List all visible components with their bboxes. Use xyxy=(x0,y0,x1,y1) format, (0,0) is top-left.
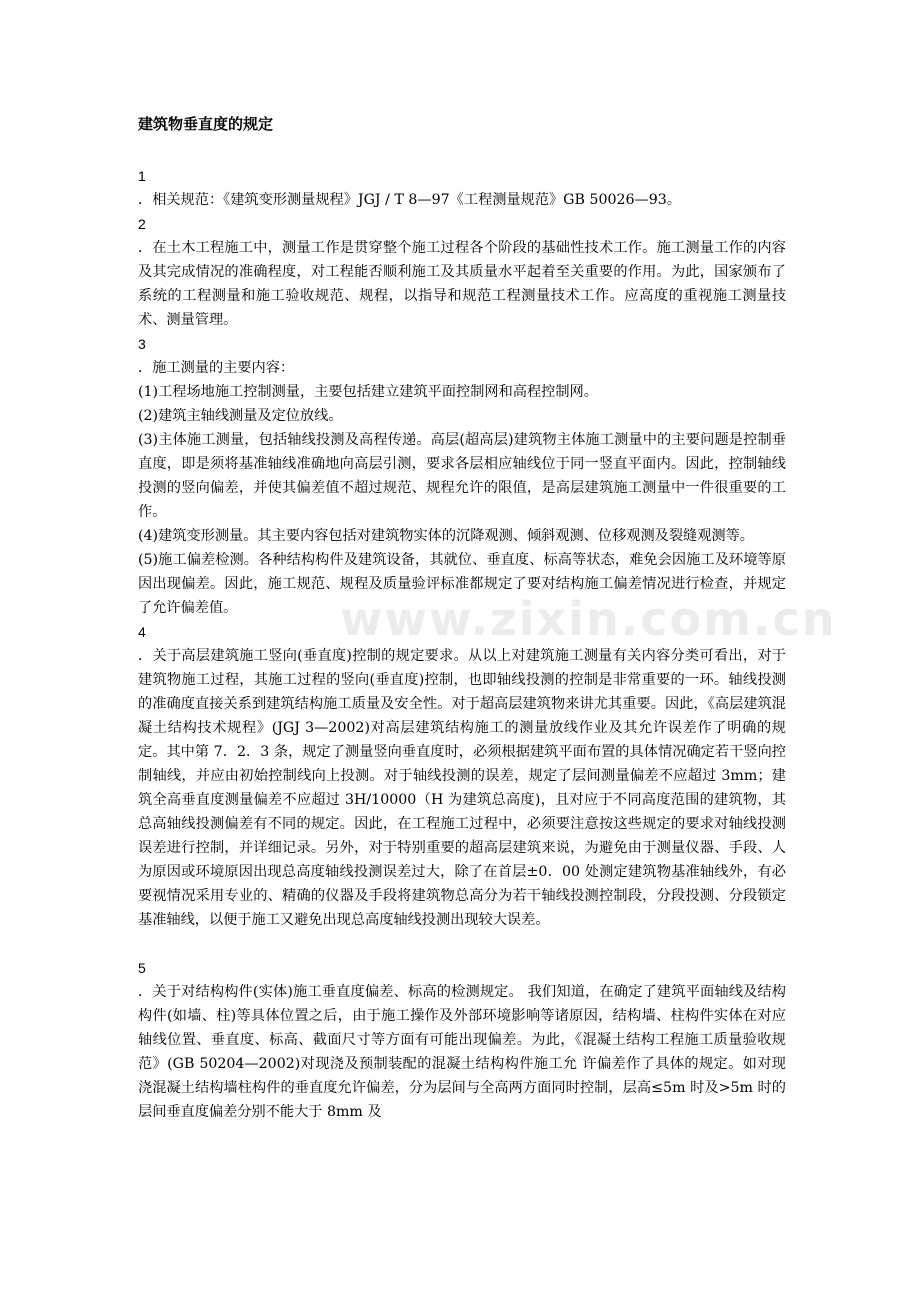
section-text: ．关于对结构构件(实体)施工垂直度偏差、标高的检测规定。 我们知道，在确定了建筑平面轴线及结构构件(如墙、柱)等具体位置之后，由于施工操作及外部环境影响等诸原因，结构墙、柱构件实体在对应轴线位置、垂直度、标高、截面尺寸等方面有可能出现偏差。为此，《混凝土结构工程施工质量验收规范》(GB 50204—2002)对现浇及预制装配的混凝土结构构件施工允 许偏差作了具体的规定。如对现浇混凝土结构墙柱构件的垂直度允许偏差，分为层间与全高两方面同时控制，层高≤5m 时及>5m 时的层间垂直度偏差分别不能大于 8mm 及 xyxy=(138,984,786,1120)
document-body xyxy=(138,112,786,1124)
section-number: 2 xyxy=(138,216,146,232)
list-item: (3)主体施工测量，包括轴线投测及高程传递。高层(超高层)建筑物主体施工测量中的主要问题是控制垂直度，即是须将基准轴线准确地向高层引测，要求各层相应轴线位于同一竖直平面内。因此，控制轴线投测的竖向偏差，并使其偏差值不超过规范、规程允许的限值，是高层建筑施工测量中一件很重要的工作。 xyxy=(138,432,786,520)
section-number: 1 xyxy=(138,168,146,184)
list-item: (4)建筑变形测量。其主要内容包括对建筑物实体的沉降观测、倾斜观测、位移观测及裂缝观测等。 xyxy=(138,528,754,544)
section-text: ．相关规范：《建筑变形测量规程》JGJ / T 8—97《工程测量规范》GB 50026—93。 xyxy=(138,192,681,208)
section-number: 3 xyxy=(138,336,146,352)
document-title: 建筑物垂直度的规定 xyxy=(138,115,274,133)
section-text: ．关于高层建筑施工竖向(垂直度)控制的规定要求。从以上对建筑施工测量有关内容分类可看出，对于建筑物施工过程，其施工过程的竖向(垂直度)控制，也即轴线投测的控制是非常重要的一环。轴线投测的准确度直接关系到建筑结构施工质量及安全性。对于超高层建筑物来讲尤其重要。因此，《高层建筑混凝土结构技术规程》(JGJ 3—2002)对高层建筑结构施工的测量放线作业及其允许误差作了明确的规定。其中第 7．2．3 条，规定了测量竖向垂直度时，必须根据建筑平面布置的具体情况确定若干竖向控制轴线，并应由初始控制线向上投测。对于轴线投测的误差，规定了层间测量偏差不应超过 3mm；建筑全高垂直度测量偏差不应超过 3H/10000（H 为建筑总高度)，且对应于不同高度范围的建筑物，其总高轴线投测偏差有不同的规定。因此，在工程施工过程中，必须要注意按这些规定的要求对轴线投测误差进行控制，并详细记录。另外，对于特别重要的超高层建筑来说，为避免由于测量仪器、手段、人为原因或环境原因出现总高度轴线投测误差过大，除了在首层±0．00 处测定建筑物基准轴线外，有必要视情况采用专业的、精确的仪器及手段将建筑物总高分为若干轴线投测控制段，分段投测、分段锁定基准轴线，以便于施工又避免出现总高度轴线投测出现较大误差。 xyxy=(138,648,786,928)
watermark: www.zixin.com.cn xyxy=(340,592,837,646)
section-number: 5 xyxy=(138,960,146,976)
section-text: ．施工测量的主要内容： xyxy=(138,360,295,376)
paragraph-gap xyxy=(138,932,786,956)
section-number: 4 xyxy=(138,624,146,640)
list-item: (2)建筑主轴线测量及定位放线。 xyxy=(138,408,343,424)
list-item: (5)施工偏差检测。各种结构构件及建筑设备，其就位、垂直度、标高等状态，难免会因施工及环境等原因出现偏差。因此，施工规范、规程及质量验评标准都规定了要对结构施工偏差情况进行检查，并规定了允许偏差值。 xyxy=(138,552,786,616)
section-text: ．在土木工程施工中，测量工作是贯穿整个施工过程各个阶段的基础性技术工作。施工测量工作的内容及其完成情况的准确程度，对工程能否顺利施工及其质量水平起着至关重要的作用。为此，国家颁布了系统的工程测量和施工验收规范、规程，以指导和规范工程测量技术工作。应高度的重视施工测量技术、测量管理。 xyxy=(138,240,786,328)
list-item: (1)工程场地施工控制测量，主要包括建立建筑平面控制网和高程控制网。 xyxy=(138,384,598,400)
